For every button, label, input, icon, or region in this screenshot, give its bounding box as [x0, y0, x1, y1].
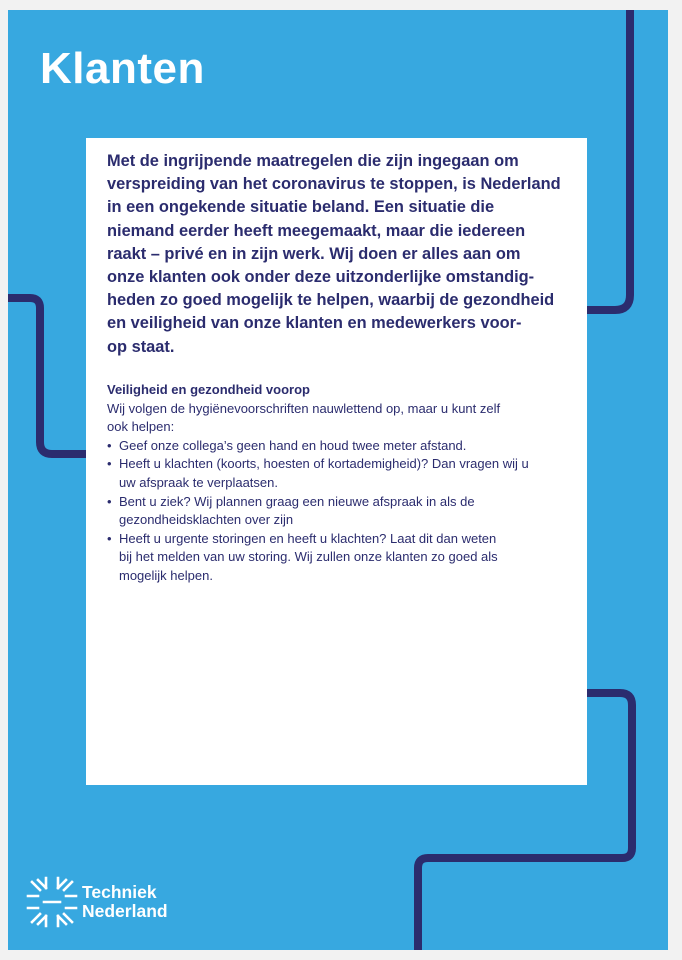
- list-item: [107, 493, 577, 530]
- logo-wordmark: [82, 883, 168, 921]
- section-intro: [107, 400, 577, 437]
- bullet-list: [107, 437, 577, 586]
- logo: [26, 876, 168, 928]
- list-item-line: Heeft u urgente storingen en heeft u klachten? Laat dit dan weten: [119, 530, 497, 546]
- intro-line: en veiligheid van onze klanten en medewerkers voor-: [107, 314, 522, 333]
- bullet-icon: •: [107, 437, 112, 453]
- list-item-line: Bent u ziek? Wij plannen graag een nieuwe afspraak in als de: [119, 493, 475, 509]
- intro-line: niemand eerder heeft meegemaakt, maar die iedereen: [107, 221, 526, 240]
- list-item-line: uw afspraak te verplaatsen.: [119, 474, 278, 490]
- bullet-icon: •: [107, 530, 112, 546]
- intro-line: verspreiding van het coronavirus te stoppen, is Nederland: [107, 175, 561, 194]
- techniek-nederland-logo-icon: [26, 876, 78, 928]
- section-intro-line: Wij volgen de hygiënevoorschriften nauwlettend op, maar u kunt zelf: [107, 400, 501, 416]
- section-heading: Veiligheid en gezondheid voorop: [107, 382, 310, 397]
- intro-line: op staat.: [107, 337, 175, 356]
- intro-line: onze klanten ook onder deze uitzonderlijke omstandig-: [107, 268, 535, 287]
- list-item: [107, 455, 577, 492]
- bullet-icon: •: [107, 456, 112, 472]
- poster: [8, 10, 668, 950]
- list-item-line: mogelijk helpen.: [119, 567, 213, 583]
- intro-line: Met de ingrijpende maatregelen die zijn ingegaan om: [107, 152, 519, 170]
- section-intro-line: ook helpen:: [107, 419, 175, 435]
- intro-line: raakt – privé en in zijn werk. Wij doen er alles aan om: [107, 244, 521, 263]
- logo-line-2: Nederland: [82, 901, 168, 921]
- list-item-line: bij het melden van uw storing. Wij zullen onze klanten zo goed als: [119, 549, 498, 565]
- list-item-line: Heeft u klachten (koorts, hoesten of kortademigheid)? Dan vragen wij u: [119, 456, 529, 472]
- content-card: [86, 138, 587, 785]
- intro-paragraph: [107, 150, 569, 359]
- list-item: [107, 437, 577, 456]
- list-item: [107, 530, 577, 586]
- list-item-line: Geef onze collega’s geen hand en houd twee meter afstand.: [119, 437, 467, 453]
- logo-line-1: Techniek: [82, 882, 157, 902]
- list-item-line: gezondheidsklachten over zijn: [119, 512, 294, 528]
- safety-section: [107, 381, 577, 586]
- bullet-icon: •: [107, 493, 112, 509]
- intro-line: in een ongekende situatie beland. Een situatie die: [107, 198, 495, 217]
- page-title: Klanten: [40, 44, 205, 93]
- intro-line: heden zo goed mogelijk te helpen, waarbij de gezondheid: [107, 291, 555, 310]
